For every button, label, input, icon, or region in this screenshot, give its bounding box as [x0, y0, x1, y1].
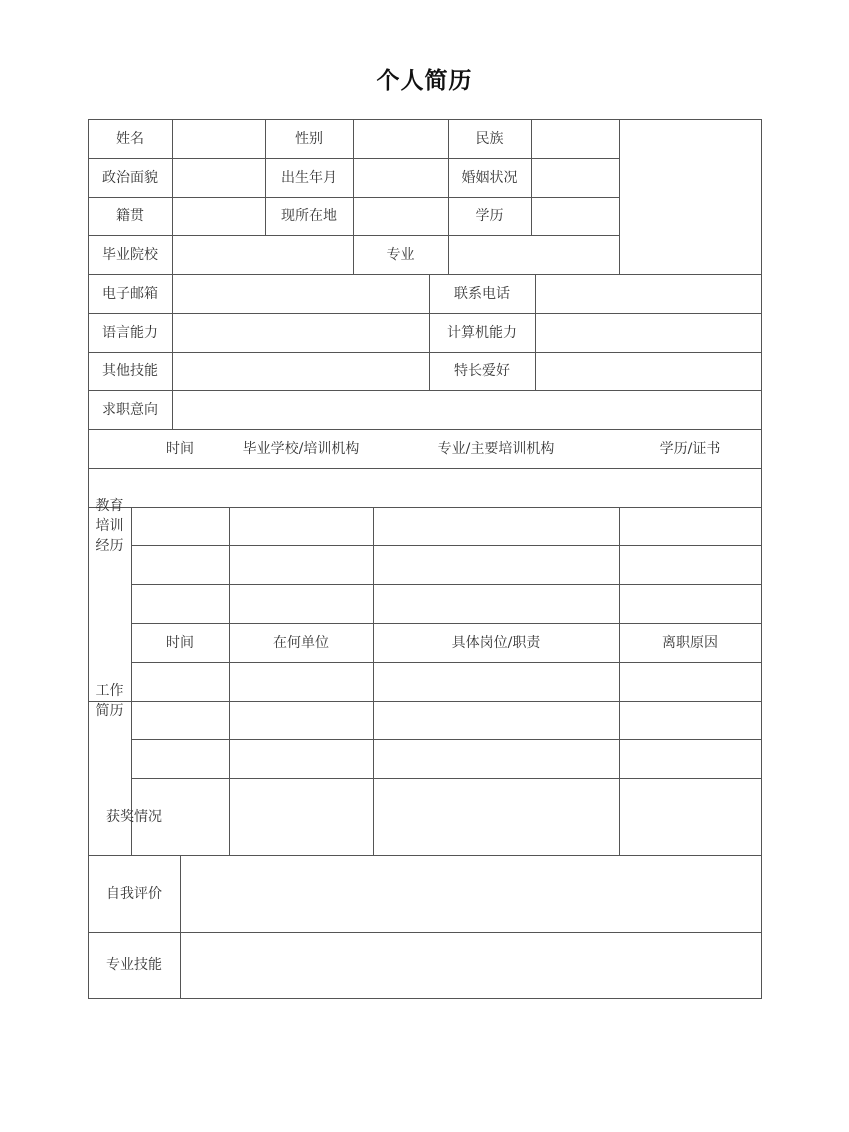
- work-cell[interactable]: [229, 701, 373, 739]
- work-cell[interactable]: [373, 701, 619, 739]
- work-cell[interactable]: [619, 662, 761, 701]
- label-political-status: 政治面貌: [102, 169, 158, 186]
- job-objective-field[interactable]: [172, 390, 761, 429]
- education-cell[interactable]: [131, 584, 229, 623]
- label-hobbies: 特长爱好: [454, 363, 510, 379]
- education-cell[interactable]: [373, 545, 619, 584]
- education-section-label: [88, 429, 131, 623]
- education-cell[interactable]: [619, 468, 761, 507]
- education-cell[interactable]: [229, 507, 373, 545]
- work-cell[interactable]: [373, 739, 619, 778]
- work-cell[interactable]: [131, 701, 229, 739]
- education-cell[interactable]: [373, 584, 619, 623]
- work-cell[interactable]: [373, 662, 619, 701]
- resume-form: [88, 119, 761, 998]
- education-cell[interactable]: [131, 507, 229, 545]
- label-name: 姓名: [116, 130, 144, 147]
- label-computer-ability: 计算机能力: [447, 324, 517, 341]
- label-residence: 现所在地: [281, 208, 337, 224]
- work-cell[interactable]: [229, 739, 373, 778]
- label-language-ability: 语言能力: [102, 324, 158, 341]
- language-ability-field[interactable]: [172, 313, 429, 352]
- phone-field[interactable]: [535, 274, 761, 313]
- computer-ability-field[interactable]: [535, 313, 761, 352]
- label-graduate-school: 毕业院校: [102, 246, 158, 263]
- work-cell[interactable]: [131, 739, 229, 778]
- marital-status-field[interactable]: [531, 158, 619, 197]
- education-header-1: 毕业学校/培训机构: [242, 440, 360, 457]
- education-cell[interactable]: [373, 468, 619, 507]
- degree-field[interactable]: [531, 197, 619, 235]
- label-ethnicity: 民族: [475, 130, 504, 147]
- work-section-label-line: 工作: [95, 682, 124, 699]
- work-cell[interactable]: [619, 701, 761, 739]
- education-header-3: 学历/证书: [659, 440, 721, 457]
- work-section-label-line: 简历: [95, 702, 124, 719]
- work-header-0: 时间: [166, 634, 194, 651]
- work-header-2: 具体岗位/职责: [451, 634, 541, 651]
- grid-line: [88, 998, 762, 999]
- label-other-skills: 其他技能: [102, 363, 158, 379]
- other-skills-field[interactable]: [172, 352, 429, 390]
- gender-field[interactable]: [353, 119, 448, 158]
- self-evaluation-field[interactable]: [180, 855, 761, 932]
- name-field[interactable]: [172, 119, 265, 158]
- education-cell[interactable]: [619, 545, 761, 584]
- political-status-field[interactable]: [172, 158, 265, 197]
- education-cell[interactable]: [619, 584, 761, 623]
- native-place-field[interactable]: [172, 197, 265, 235]
- ethnicity-field[interactable]: [531, 119, 619, 158]
- education-section-label-line: 教育: [95, 498, 124, 514]
- photo-area[interactable]: [619, 119, 761, 274]
- education-cell[interactable]: [229, 584, 373, 623]
- work-section-label: [88, 623, 131, 778]
- grid-line: [761, 119, 762, 999]
- education-cell[interactable]: [373, 507, 619, 545]
- education-cell[interactable]: [131, 468, 229, 507]
- label-phone: 联系电话: [454, 285, 510, 302]
- education-cell[interactable]: [229, 545, 373, 584]
- email-field[interactable]: [172, 274, 429, 313]
- residence-field[interactable]: [353, 197, 448, 235]
- label-awards: 获奖情况: [106, 808, 162, 825]
- education-cell[interactable]: [229, 468, 373, 507]
- label-email: 电子邮箱: [102, 285, 158, 302]
- education-section-label-line: 培训: [95, 518, 124, 534]
- education-header-2: 专业/主要培训机构: [437, 440, 555, 457]
- professional-skills-field[interactable]: [180, 932, 761, 998]
- education-cell[interactable]: [619, 507, 761, 545]
- work-cell[interactable]: [619, 739, 761, 778]
- label-job-objective: 求职意向: [102, 401, 158, 418]
- label-major: 专业: [386, 246, 415, 263]
- label-self-evaluation: 自我评价: [106, 885, 162, 902]
- major-field[interactable]: [448, 235, 619, 274]
- education-header-0: 时间: [166, 440, 194, 457]
- label-gender: 性别: [295, 130, 323, 147]
- work-header-1: 在何单位: [273, 634, 329, 651]
- label-marital-status: 婚姻状况: [461, 169, 518, 186]
- education-cell[interactable]: [131, 545, 229, 584]
- work-header-3: 离职原因: [662, 634, 718, 651]
- label-degree: 学历: [475, 208, 504, 224]
- label-native-place: 籍贯: [116, 208, 144, 224]
- education-section-label-line: 经历: [95, 538, 124, 554]
- page-title: 个人简历: [376, 68, 473, 94]
- birth-date-field[interactable]: [353, 158, 448, 197]
- work-cell[interactable]: [131, 662, 229, 701]
- graduate-school-field[interactable]: [172, 235, 353, 274]
- hobbies-field[interactable]: [535, 352, 761, 390]
- work-cell[interactable]: [229, 662, 373, 701]
- label-birth-date: 出生年月: [281, 169, 337, 186]
- awards-field[interactable]: [180, 778, 761, 855]
- label-professional-skills: 专业技能: [106, 957, 162, 973]
